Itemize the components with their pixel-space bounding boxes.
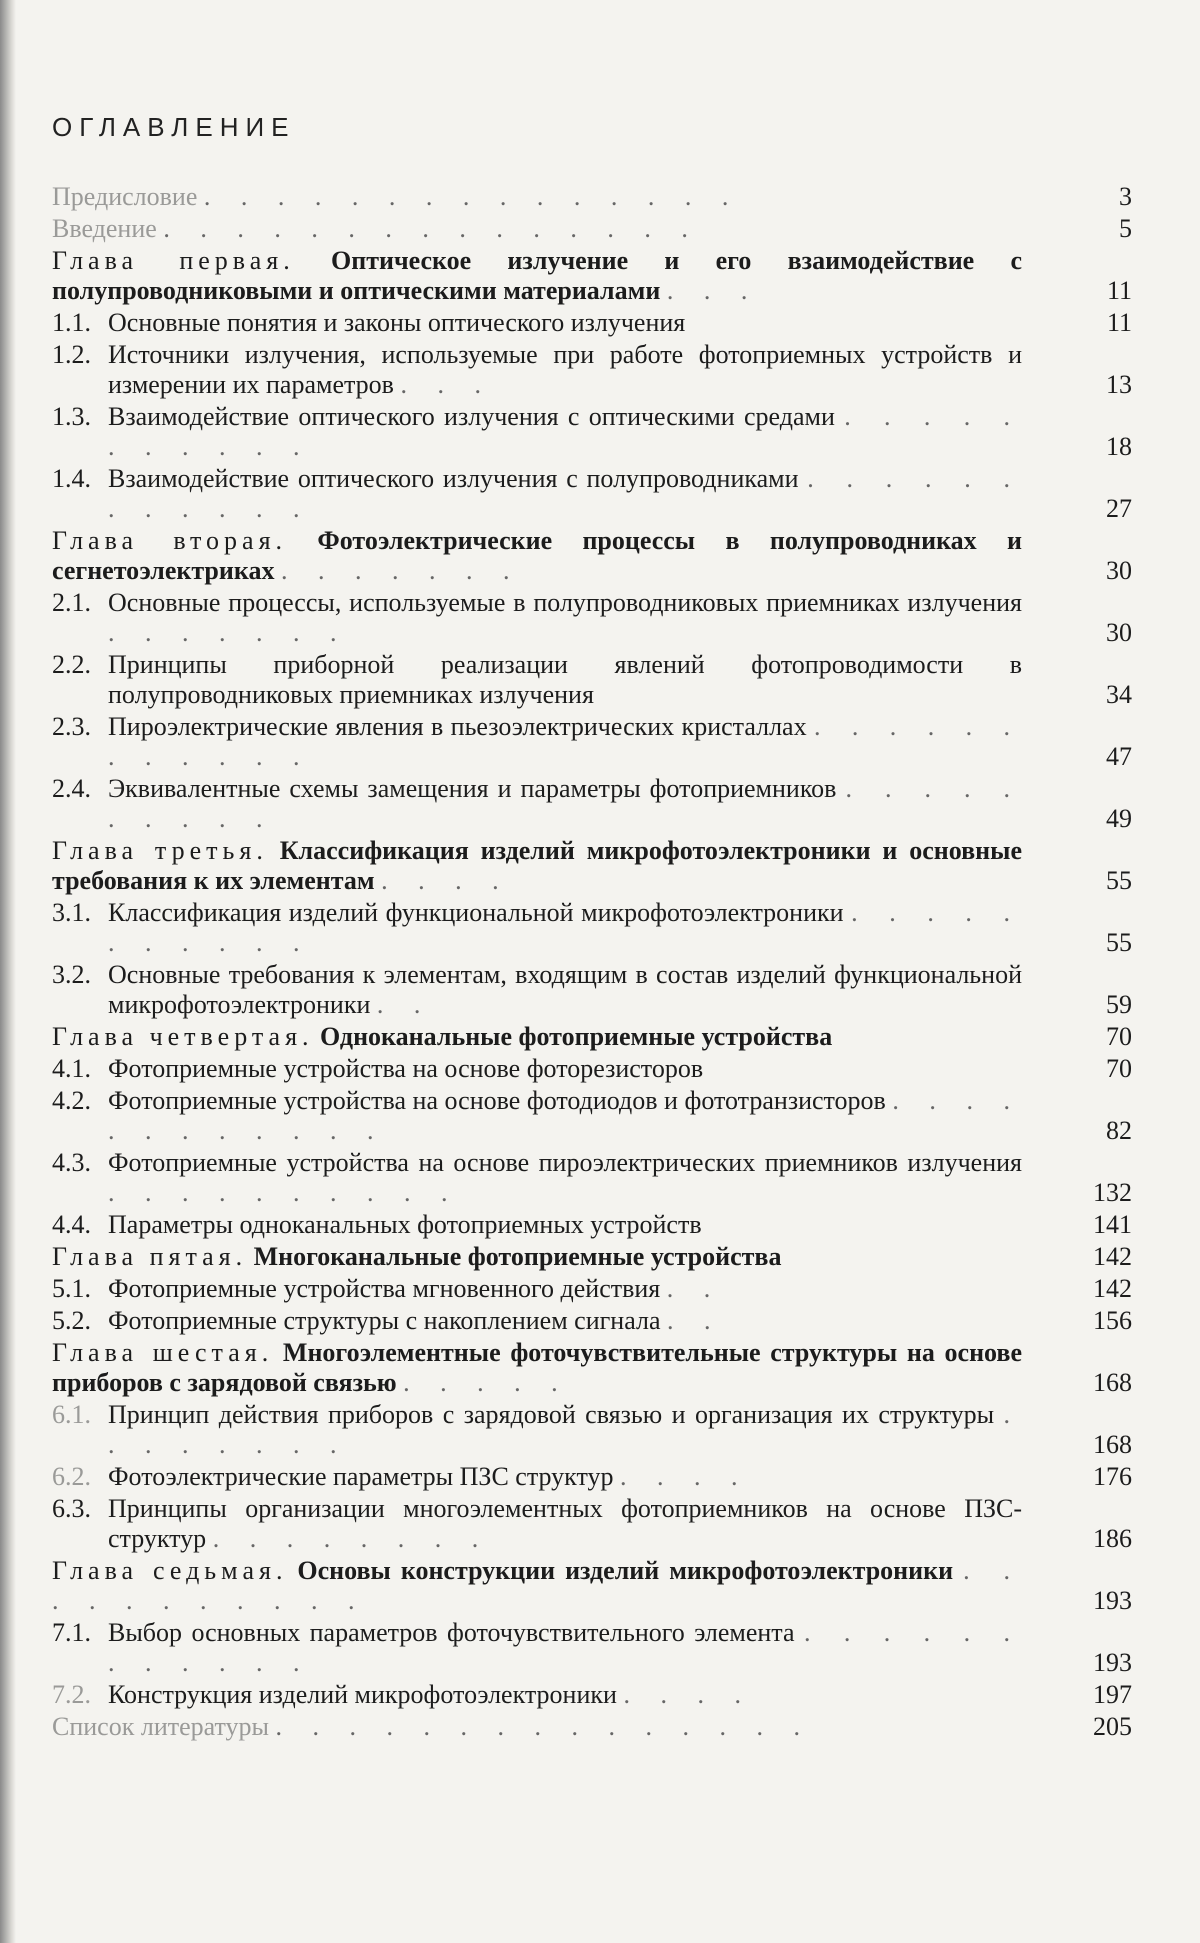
page-number: 13 (1106, 370, 1132, 399)
section-number: 5.1. (52, 1274, 91, 1303)
page-number: 47 (1106, 742, 1132, 771)
page-number: 193 (1093, 1648, 1132, 1677)
section-number: 3.2. (52, 960, 91, 989)
section-number: 7.1. (52, 1618, 91, 1647)
page-number: 156 (1093, 1306, 1132, 1335)
section-title: Выбор основных параметров фоточувствительного элемента (108, 1618, 795, 1647)
toc-section: 7.2. Конструкция изделий микрофотоэлектроники . . . . 197 (52, 1680, 1132, 1709)
section-number: 4.3. (52, 1148, 91, 1177)
section-number: 5.2. (52, 1306, 91, 1335)
toc-section (52, 650, 1132, 710)
toc-entry: Список литературы . . . . . . . . . . . . . . . 205 (52, 1712, 1132, 1741)
toc-section: 2.4. Эквивалентные схемы замещения и параметры фотоприемников . . . . . . . . . . 49 (52, 774, 1132, 833)
page-number: 205 (1093, 1712, 1132, 1741)
section-number: 4.4. (52, 1210, 91, 1239)
page-number: 142 (1093, 1242, 1132, 1271)
toc-section: 6.1. Принцип действия приборов с зарядовой связью и организация их структуры . . . . . . . . 168 (52, 1400, 1132, 1459)
chapter-lead: Глава первая. (52, 246, 295, 275)
page-number: 11 (1106, 308, 1132, 337)
toc-section: 3.2. Основные требования к элементам, входящим в состав изделий функциональной микрофотоэлектроники . . 59 (52, 960, 1132, 1019)
page-number: 82 (1106, 1116, 1132, 1145)
page-number: 186 (1093, 1524, 1132, 1553)
page-number: 55 (1106, 928, 1132, 957)
chapter-title: Оптическое излучение и его взаимодействие с полупроводниковыми и оптическими материалами (52, 246, 1023, 305)
toc-section: 6.3. Принципы организации многоэлементных фотоприемников на основе ПЗС-структур . . . . . . . . 186 (52, 1494, 1132, 1553)
toc-section (52, 1210, 1132, 1240)
section-number: 1.1. (52, 308, 91, 337)
page-number: 59 (1106, 990, 1132, 1019)
chapter-title: Одноканальные фотоприемные устройства (320, 1022, 833, 1051)
section-number: 4.1. (52, 1054, 91, 1083)
section-number: 1.3. (52, 402, 91, 431)
section-title: Классификация изделий функциональной микрофотоэлектроники (108, 898, 844, 927)
toc-chapter (52, 1022, 1132, 1052)
section-number: 4.2. (52, 1086, 91, 1115)
toc-section: 4.3. Фотоприемные устройства на основе пироэлектрических приемников излучения . . . . . . . . . . 132 (52, 1148, 1132, 1207)
toc-chapter: Глава седьмая. Основы конструкции изделий микрофотоэлектроники . . . . . . . . . . . 193 (52, 1556, 1132, 1615)
section-number: 7.2. (52, 1680, 91, 1709)
toc-section: 5.2. Фотоприемные структуры с накоплением сигнала . . 156 (52, 1306, 1132, 1335)
toc-entry: Предисловие . . . . . . . . . . . . . . . 3 (52, 182, 1132, 211)
section-number: 2.3. (52, 712, 91, 741)
chapter-lead: Глава шестая. (52, 1338, 274, 1367)
toc-section: 4.2. Фотоприемные устройства на основе фотодиодов и фототранзисторов . . . . . . . . . . . . 82 (52, 1086, 1132, 1145)
chapter-lead: Глава третья. (52, 836, 268, 865)
page-number: 5 (1119, 214, 1132, 243)
page-number: 49 (1106, 804, 1132, 833)
toc-section: 3.1. Классификация изделий функциональной микрофотоэлектроники . . . . . . . . . . . 55 (52, 898, 1132, 957)
toc-section: 7.1. Выбор основных параметров фоточувствительного элемента . . . . . . . . . . . . 193 (52, 1618, 1132, 1677)
page-edge-shadow (0, 0, 16, 1943)
page-number: 168 (1093, 1430, 1132, 1459)
section-number: 1.2. (52, 340, 91, 369)
page-number: 141 (1093, 1210, 1132, 1239)
section-title: Принцип действия приборов с зарядовой связью и организация их структуры (108, 1400, 995, 1429)
section-title: Фотоприемные устройства на основе пироэлектрических приемников излучения (108, 1148, 1022, 1177)
chapter-title: Многоканальные фотоприемные устройства (253, 1242, 782, 1271)
chapter-title: Классификация изделий микрофотоэлектроники и основные требования к их элементам (52, 836, 1022, 895)
section-title: Взаимодействие оптического излучения с полупроводниками (108, 464, 799, 493)
page-number: 142 (1093, 1274, 1132, 1303)
section-number: 6.2. (52, 1462, 91, 1491)
toc-section: 1.2. Источники излучения, используемые при работе фотоприемных устройств и измерении их параметров . . . 13 (52, 340, 1132, 399)
section-number: 2.1. (52, 588, 91, 617)
page-title: ОГЛАВЛЕНИЕ (52, 112, 296, 142)
section-title: Взаимодействие оптического излучения с оптическими средами (108, 402, 835, 431)
page-number: 18 (1106, 432, 1132, 461)
toc-chapter: Глава первая. Оптическое излучение и его взаимодействие с полупроводниковыми и оптическими материалами . . . 11 (52, 246, 1132, 305)
toc-chapter: Глава шестая. Многоэлементные фоточувствительные структуры на основе приборов с зарядовой связью . . . . . 168 (52, 1338, 1132, 1397)
entry-title: Список литературы (52, 1712, 269, 1741)
toc-section (52, 308, 1132, 338)
page-number: 132 (1093, 1178, 1132, 1207)
toc-chapter (52, 1242, 1132, 1272)
page-number: 30 (1106, 556, 1132, 585)
toc-entry: Введение . . . . . . . . . . . . . . . 5 (52, 214, 1132, 243)
toc-chapter: Глава вторая. Фотоэлектрические процессы в полупроводниках и сегнетоэлектриках . . . . . . . 30 (52, 526, 1132, 585)
section-title: Параметры одноканальных фотоприемных устройств (108, 1210, 702, 1239)
page-number: 176 (1093, 1462, 1132, 1491)
section-number: 1.4. (52, 464, 91, 493)
toc-section (52, 1054, 1132, 1084)
toc-section: 2.3. Пироэлектрические явления в пьезоэлектрических кристаллах . . . . . . . . . . . . 47 (52, 712, 1132, 771)
section-title: Основные понятия и законы оптического излучения (108, 308, 686, 337)
page-number: 3 (1119, 182, 1132, 211)
toc-section: 1.4. Взаимодействие оптического излучения с полупроводниками . . . . . . . . . . . . 27 (52, 464, 1132, 523)
chapter-lead: Глава пятая. (52, 1242, 248, 1271)
page-number: 70 (1106, 1022, 1132, 1051)
entry-title: Предисловие (52, 182, 198, 211)
section-title: Пироэлектрические явления в пьезоэлектрических кристаллах (108, 712, 807, 741)
chapter-lead: Глава вторая. (52, 526, 288, 555)
chapter-title: Многоэлементные фоточувствительные структуры на основе приборов с зарядовой связью (52, 1338, 1022, 1397)
toc-section: 6.2. Фотоэлектрические параметры ПЗС структур . . . . 176 (52, 1462, 1132, 1491)
section-title: Принципы организации многоэлементных фотоприемников на основе ПЗС-структур (108, 1494, 1022, 1553)
section-number: 6.3. (52, 1494, 91, 1523)
section-number: 3.1. (52, 898, 91, 927)
section-title: Основные процессы, используемые в полупроводниковых приемниках излучения (108, 588, 1022, 617)
toc-section: 2.1. Основные процессы, используемые в полупроводниковых приемниках излучения . . . . . . . 30 (52, 588, 1132, 647)
page-number: 55 (1106, 866, 1132, 895)
page-number: 11 (1106, 276, 1132, 305)
table-of-contents (52, 182, 1132, 1744)
toc-section: 5.1. Фотоприемные устройства мгновенного действия . . 142 (52, 1274, 1132, 1303)
chapter-lead: Глава седьмая. (52, 1556, 288, 1585)
section-number: 6.1. (52, 1400, 91, 1429)
chapter-lead: Глава четвертая. (52, 1022, 314, 1051)
section-title: Фотоприемные устройства на основе фоторезисторов (108, 1054, 704, 1083)
section-number: 2.2. (52, 650, 91, 679)
section-title: Источники излучения, используемые при работе фотоприемных устройств и измерении их параметров (108, 340, 1022, 399)
section-title: Конструкция изделий микрофотоэлектроники (108, 1680, 617, 1709)
section-title: Принципы приборной реализации явлений фотопроводимости в полупроводниковых приемниках излучения (108, 650, 1022, 709)
section-title: Фотоприемные структуры с накоплением сигнала (108, 1306, 661, 1335)
section-title: Фотоприемные устройства на основе фотодиодов и фототранзисторов (108, 1086, 886, 1115)
entry-title: Введение (52, 214, 157, 243)
toc-section: 1.3. Взаимодействие оптического излучения с оптическими средами . . . . . . . . . . . 18 (52, 402, 1132, 461)
section-title: Основные требования к элементам, входящим в состав изделий функциональной микрофотоэлектроники (108, 960, 1022, 1019)
page-number: 197 (1093, 1680, 1132, 1709)
page-number: 193 (1093, 1586, 1132, 1615)
section-title: Фотоэлектрические параметры ПЗС структур (108, 1462, 614, 1491)
page-number: 30 (1106, 618, 1132, 647)
page-number: 34 (1106, 680, 1132, 709)
section-title: Фотоприемные устройства мгновенного действия (108, 1274, 661, 1303)
page-number: 70 (1106, 1054, 1132, 1083)
section-title: Эквивалентные схемы замещения и параметры фотоприемников (108, 774, 837, 803)
section-number: 2.4. (52, 774, 91, 803)
chapter-title: Основы конструкции изделий микрофотоэлектроники (297, 1556, 954, 1585)
chapter-title: Фотоэлектрические процессы в полупроводниках и сегнетоэлектриках (52, 526, 1022, 585)
page-number: 27 (1106, 494, 1132, 523)
page-number: 168 (1093, 1368, 1132, 1397)
toc-chapter: Глава третья. Классификация изделий микрофотоэлектроники и основные требования к их элементам . . . . 55 (52, 836, 1132, 895)
